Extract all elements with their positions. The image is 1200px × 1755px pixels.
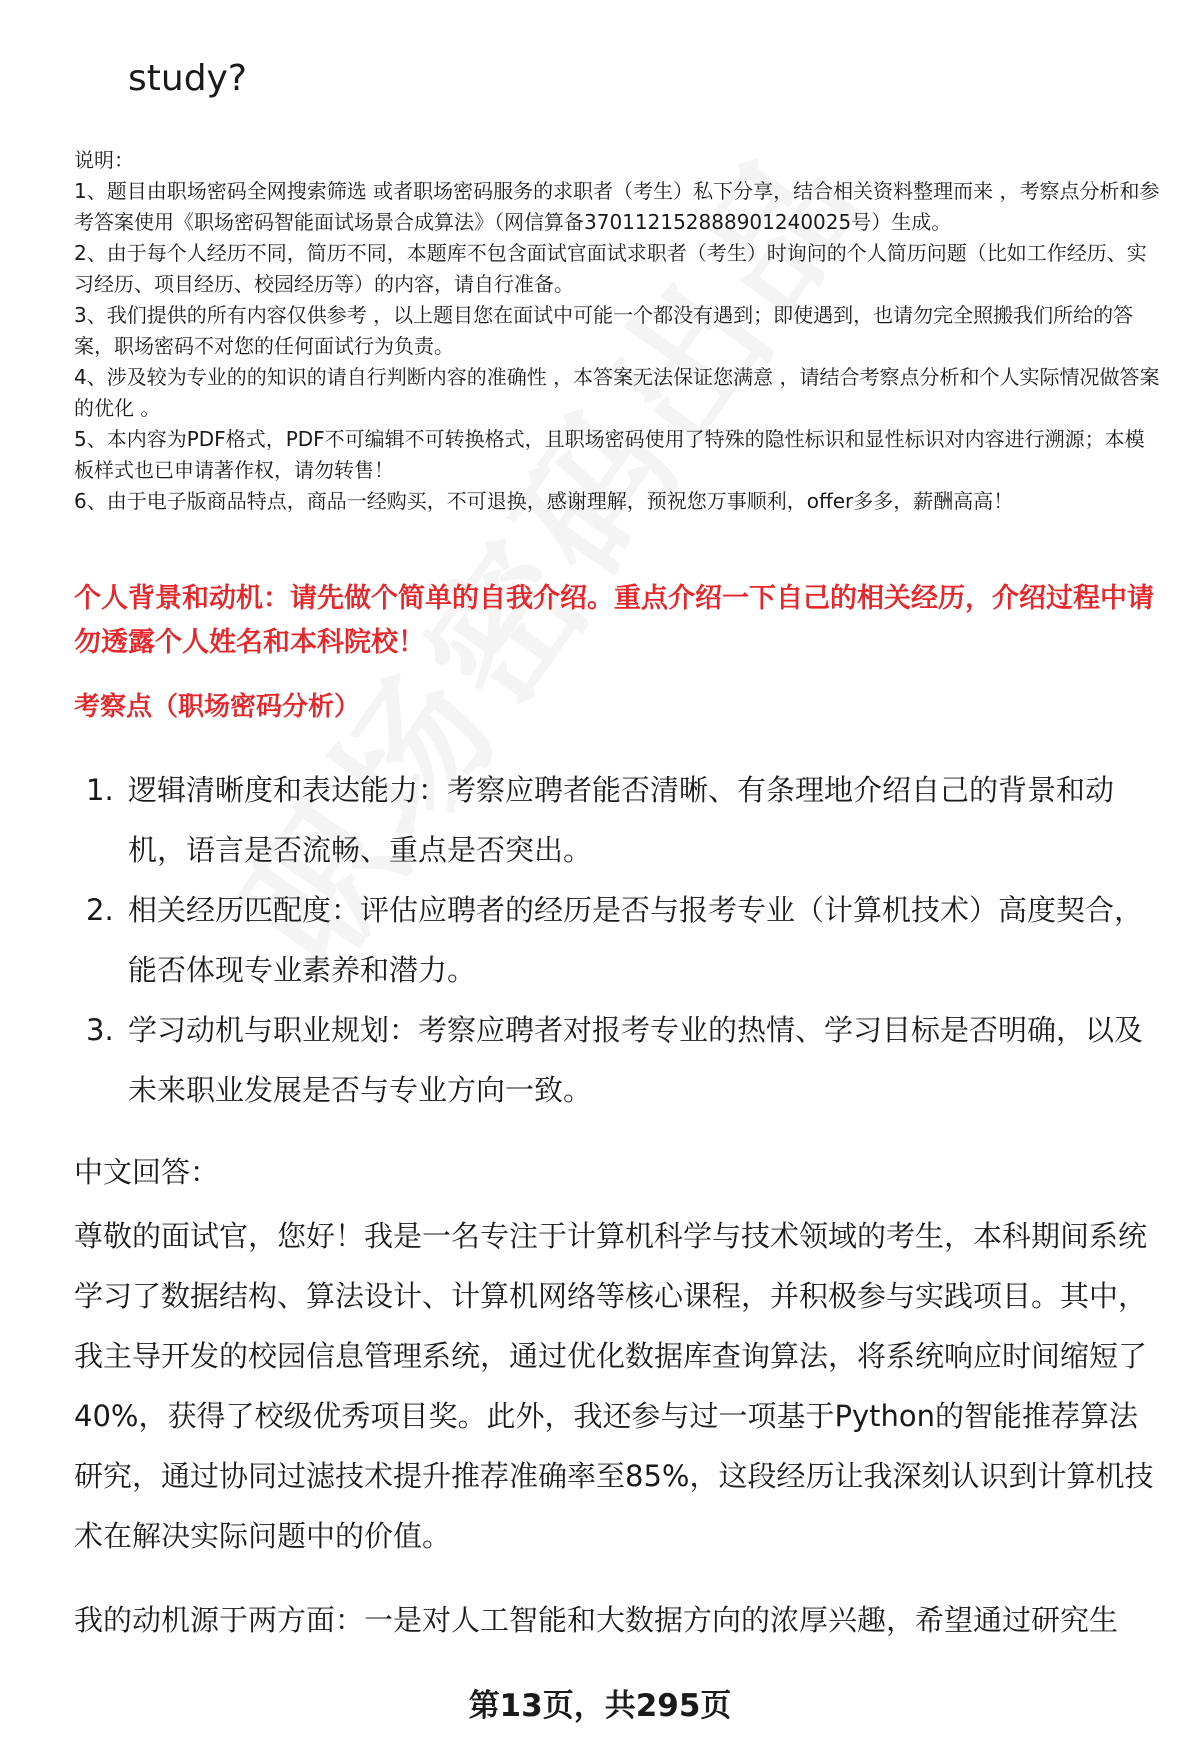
point-number: 1. bbox=[86, 773, 114, 807]
analysis-point bbox=[74, 880, 1154, 1000]
analysis-point bbox=[74, 1000, 1154, 1120]
point-number: 2. bbox=[86, 893, 114, 927]
analysis-point bbox=[74, 760, 1154, 880]
answer-paragraph: 我的动机源于两方面：一是对人工智能和大数据方向的浓厚兴趣，希望通过研究生 bbox=[74, 1603, 1119, 1637]
note-item: 1、题目由职场密码全网搜索筛选 或者职场密码服务的求职者（考生）私下分享，结合相关资料整理而来 ，考察点分析和参考答案使用《职场密码智能面试场景合成算法》（网信算备370112152888901240025号）生成。 bbox=[74, 179, 1160, 234]
analysis-points bbox=[74, 760, 1154, 1120]
point-number: 3. bbox=[86, 1013, 114, 1047]
analysis-heading: 考察点（职场密码分析） bbox=[74, 692, 361, 722]
note-item: 5、本内容为PDF格式，PDF不可编辑不可转换格式，且职场密码使用了特殊的隐性标识和显性标识对内容进行溯源；本模板样式也已申请著作权，请勿转售！ bbox=[74, 427, 1145, 482]
page-number: 第13页，共295页 bbox=[468, 1688, 732, 1724]
notes-title: 说明： bbox=[74, 148, 134, 172]
point-text: 相关经历匹配度：评估应聘者的经历是否与报考专业（计算机技术）高度契合，能否体现专业素养和潜力。 bbox=[128, 893, 1144, 987]
answer-paragraph: 尊敬的面试官，您好！我是一名专注于计算机科学与技术领域的考生，本科期间系统学习了数据结构、算法设计、计算机网络等核心课程，并积极参与实践项目。其中，我主导开发的校园信息管理系统，通过优化数据库查询算法，将系统响应时间缩短了40%，获得了校级优秀项目奖。此外，我还参与过一项基于Python的智能推荐算法研究，通过协同过滤技术提升推荐准确率至85%，这段经历让我深刻认识到计算机技术在解决实际问题中的价值。 bbox=[74, 1219, 1154, 1553]
point-text: 学习动机与职业规划：考察应聘者对报考专业的热情、学习目标是否明确，以及未来职业发展是否与专业方向一致。 bbox=[128, 1013, 1144, 1107]
continuation-text: study? bbox=[128, 58, 247, 99]
answer-label: 中文回答： bbox=[74, 1155, 220, 1189]
note-item: 3、我们提供的所有内容仅供参考 ，以上题目您在面试中可能一个都没有遇到；即使遇到，也请勿完全照搬我们所给的答案，职场密码不对您的任何面试行为负责。 bbox=[74, 303, 1134, 358]
note-item: 6、由于电子版商品特点，商品一经购买，不可退换，感谢理解，预祝您万事顺利，offer多多，薪酬高高！ bbox=[74, 489, 1014, 513]
note-item: 4、涉及较为专业的的知识的请自行判断内容的准确性 ，本答案无法保证您满意 ，请结合考察点分析和个人实际情况做答案的优化 。 bbox=[74, 365, 1160, 420]
interview-question: 个人背景和动机：请先做个简单的自我介绍。重点介绍一下自己的相关经历，介绍过程中请勿透露个人姓名和本科院校！ bbox=[74, 583, 1154, 658]
notes-section bbox=[74, 145, 1164, 517]
point-text: 逻辑清晰度和表达能力：考察应聘者能否清晰、有条理地介绍自己的背景和动机，语言是否流畅、重点是否突出。 bbox=[128, 773, 1115, 867]
note-item: 2、由于每个人经历不同，简历不同，本题库不包含面试官面试求职者（考生）时询问的个人简历问题（比如工作经历、实习经历、项目经历、校园经历等）的内容，请自行准备。 bbox=[74, 241, 1147, 296]
